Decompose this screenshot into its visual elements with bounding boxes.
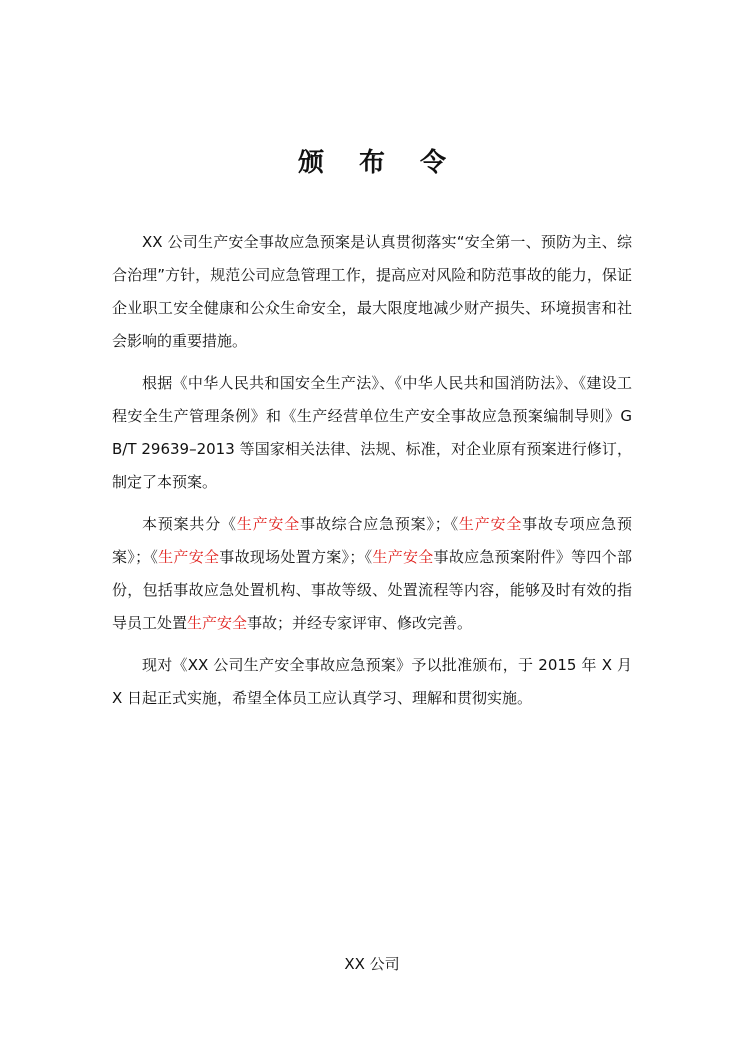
company-signature: XX 公司	[344, 955, 400, 973]
highlight-safety-production: 生产安全	[158, 548, 220, 566]
paragraph-promulgation: 现对《XX 公司生产安全事故应急预案》予以批准颁布，于 2015 年 X 月 X 日起正式实施，希望全体员工应认真学习、理解和贯彻实施。	[112, 656, 632, 707]
document-title: 颁 布 令	[297, 148, 460, 178]
paragraph-contents-text: 事故专项应急预案》；《	[112, 515, 632, 566]
paragraph-contents	[112, 508, 632, 640]
paragraph-contents-text: 事故应急预案附件》等四个部份，包括事故应急处置机构、事故等级、处置流程等内容，能够及时有效的指导员工处置	[112, 548, 632, 632]
paragraph-contents-text: 事故现场处置方案》；《	[219, 548, 373, 566]
highlight-safety-production: 生产安全	[187, 614, 248, 632]
highlight-safety-production: 生产安全	[236, 515, 301, 533]
paragraph-contents-text: 事故综合应急预案》；《	[300, 515, 459, 533]
document-body	[112, 226, 632, 724]
paragraph-contents-text: 本预案共分《	[142, 515, 237, 533]
highlight-safety-production: 生产安全	[458, 515, 523, 533]
paragraph-legal-basis: 根据《中华人民共和国安全生产法》、《中华人民共和国消防法》、《建设工程安全生产管理条例》和《生产经营单位生产安全事故应急预案编制导则》GB/T 29639–2013 等国家相关法律、法规、标准，对企业原有预案进行修订，制定了本预案。	[112, 374, 632, 491]
paragraph-purpose: XX 公司生产安全事故应急预案是认真贯彻落实“安全第一、预防为主、综合治理”方针，规范公司应急管理工作，提高应对风险和防范事故的能力，保证企业职工安全健康和公众生命安全，最大限度地减少财产损失、环境损害和社会影响的重要措施。	[112, 233, 632, 350]
highlight-safety-production: 生产安全	[372, 548, 434, 566]
paragraph-contents-text: 事故；并经专家评审、修改完善。	[247, 614, 473, 632]
